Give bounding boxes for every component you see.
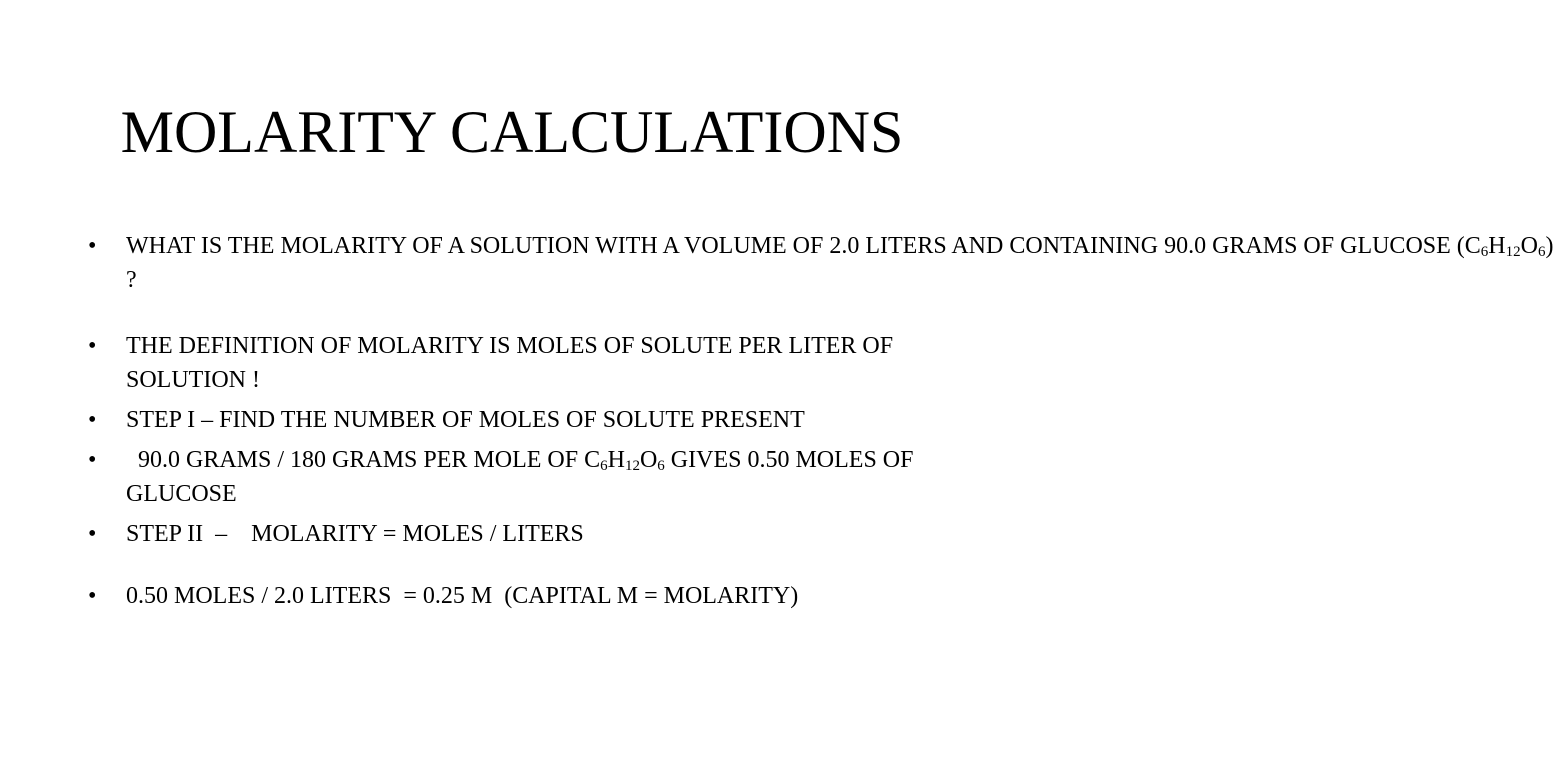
bullet-definition [86,329,946,397]
bullet-step-one [86,403,946,437]
subscript-oxygen: 6 [657,458,665,474]
bullet-marker: • [88,447,97,473]
moles-calculation-text-end: GIVES 0.50 MOLES OF GLUCOSE [126,447,914,507]
moles-calculation-text: 90.0 GRAMS / 180 GRAMS PER MOLE OF C [126,447,601,473]
subscript-carbon: 6 [1480,244,1489,260]
bullet-step-two [86,517,946,551]
result-text: 0.50 MOLES / 2.0 LITERS = 0.25 M (CAPITAL M = MOLARITY) [126,583,799,609]
bullet-marker: • [88,333,97,359]
element-hydrogen: H [607,447,625,473]
bullet-marker: • [88,521,97,547]
question-text-end: ) ? [126,233,1553,293]
element-hydrogen: H [1488,233,1506,259]
element-oxygen: O [1520,233,1538,259]
bullet-list [86,229,1553,613]
bullet-question [86,229,1553,297]
subscript-carbon: 6 [600,458,608,474]
subscript-hydrogen: 12 [1505,244,1521,260]
element-oxygen: O [639,447,658,473]
slide-title: MOLARITY CALCULATIONS [120,99,904,165]
step-two-text: STEP II – MOLARITY = MOLES / LITERS [126,521,584,547]
bullet-moles-calculation [86,443,946,511]
bullet-marker: • [88,233,97,259]
bullet-marker: • [88,583,97,609]
bullet-marker: • [88,407,97,433]
subscript-oxygen: 6 [1537,244,1546,260]
subscript-hydrogen: 12 [624,458,640,474]
bullet-result [86,579,946,613]
step-one-text: STEP I – FIND THE NUMBER OF MOLES OF SOLUTE PRESENT [126,407,805,433]
definition-text: THE DEFINITION OF MOLARITY IS MOLES OF SOLUTE PER LITER OF SOLUTION ! [126,333,894,393]
question-text: WHAT IS THE MOLARITY OF A SOLUTION WITH A VOLUME OF 2.0 LITERS AND CONTAINING 90.0 GRAMS OF GLUCOSE (C [126,233,1481,259]
